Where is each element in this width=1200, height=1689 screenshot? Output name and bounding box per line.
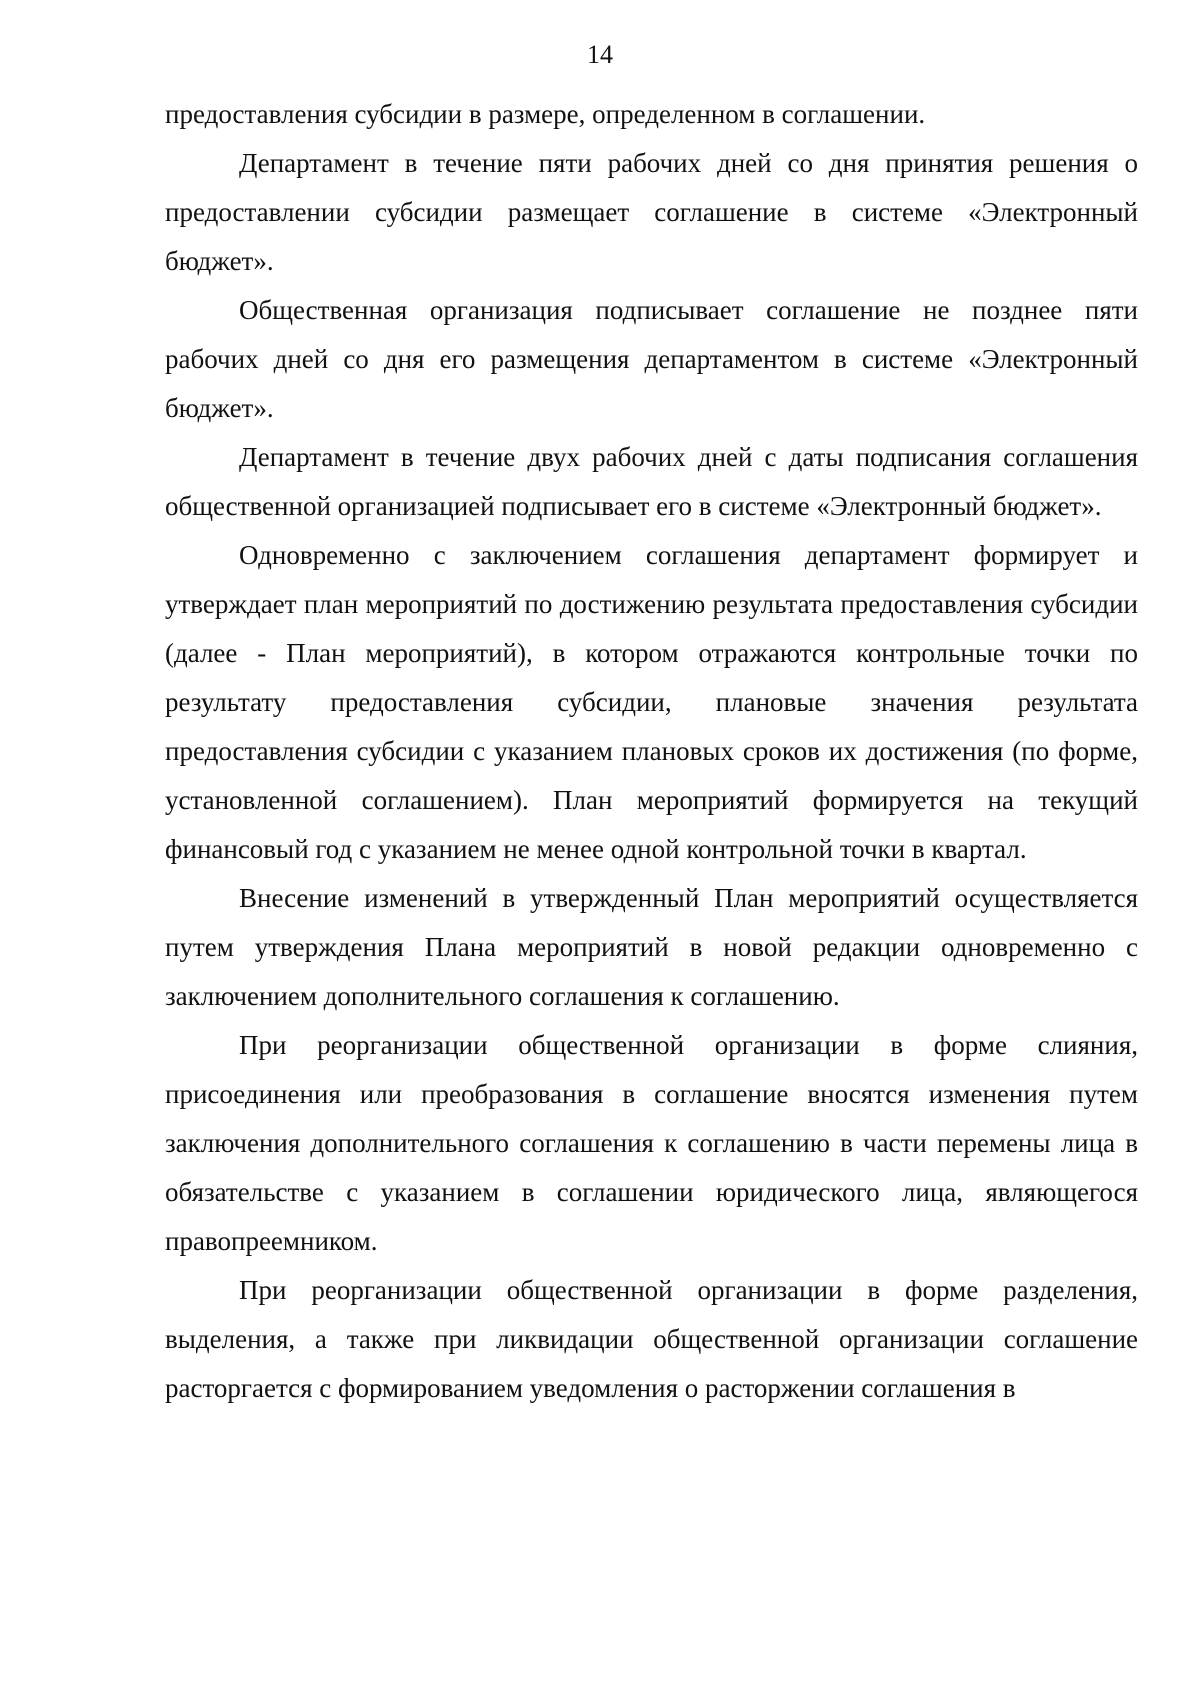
- paragraph-plan-changes: Внесение изменений в утвержденный План мероприятий осуществляется путем утверждения Плана мероприятий в новой редакции одновременно с заключением дополнительного соглашения к соглашению.: [165, 883, 1138, 1011]
- paragraph-reorganization-division: При реорганизации общественной организации в форме разделения, выделения, а также при ликвидации общественной организации соглашение расторгается с формированием уведомления о расторжении соглашения в: [165, 1275, 1138, 1403]
- paragraph-action-plan: Одновременно с заключением соглашения департамент формирует и утверждает план мероприятий по достижению результата предоставления субсидии (далее - План мероприятий), в котором отражаются контрольные точки по результату предоставления субсидии, плановые значения результата предоставления субсидии с указанием плановых сроков их достижения (по форме, установленной соглашением). План мероприятий формируется на текущий финансовый год с указанием не менее одной контрольной точки в квартал.: [165, 540, 1138, 864]
- paragraph-department-signs: Департамент в течение двух рабочих дней с даты подписания соглашения общественной организацией подписывает его в системе «Электронный бюджет».: [165, 442, 1138, 521]
- page-number: 14: [587, 40, 613, 69]
- paragraph-continuation: предоставления субсидии в размере, определенном в соглашении.: [165, 99, 926, 129]
- paragraph-agreement-placement: Департамент в течение пяти рабочих дней со дня принятия решения о предоставлении субсидии размещает соглашение в системе «Электронный бюджет».: [165, 148, 1138, 276]
- paragraph-reorganization-merger: При реорганизации общественной организации в форме слияния, присоединения или преобразования в соглашение вносятся изменения путем заключения дополнительного соглашения к соглашению в части перемены лица в обязательстве с указанием в соглашении юридического лица, являющегося правопреемником.: [165, 1030, 1138, 1256]
- document-body: [165, 90, 1138, 1413]
- paragraph-organization-signs: Общественная организация подписывает соглашение не позднее пяти рабочих дней со дня его размещения департаментом в системе «Электронный бюджет».: [165, 295, 1138, 423]
